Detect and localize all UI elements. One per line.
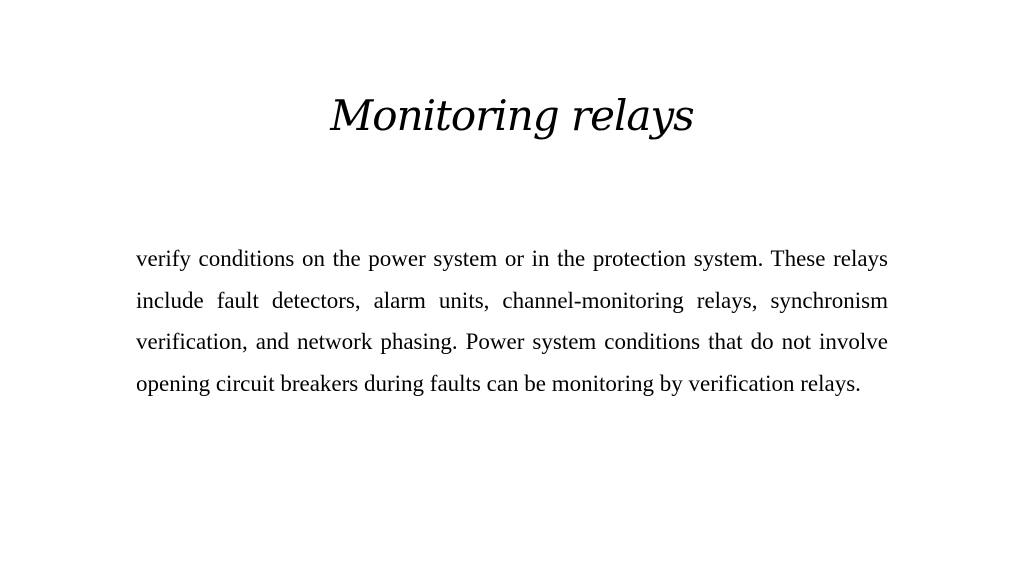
slide-title: Monitoring relays (330, 91, 694, 140)
slide-body-text: verify conditions on the power system or in the protection system. These relays include fault detectors, alarm units, channel-monitoring relays, synchronism verification, and network phasing. Power system conditions that do not involve opening circuit breakers during faults can be monitoring by verification relays. (136, 246, 888, 396)
